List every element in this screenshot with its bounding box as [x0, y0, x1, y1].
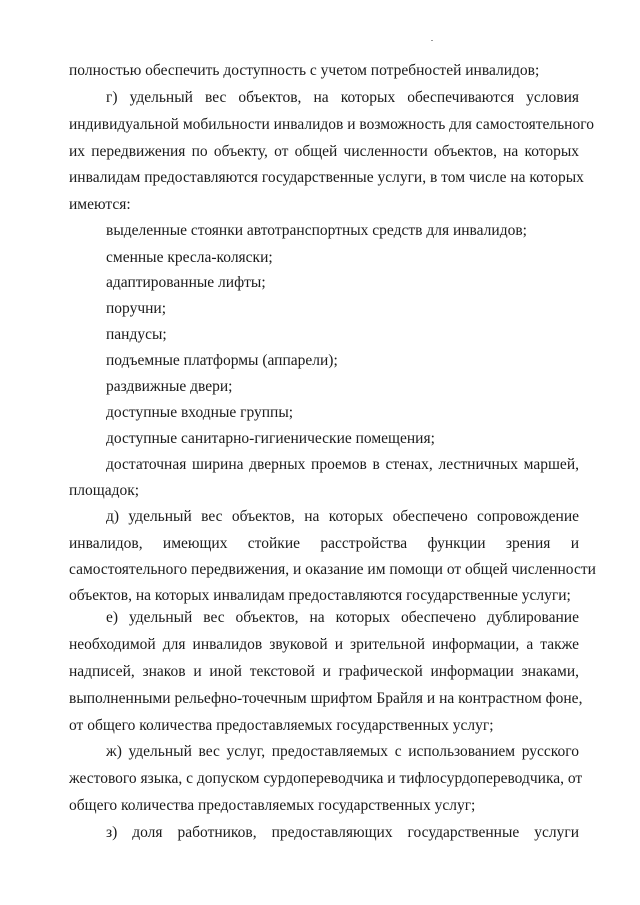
list-item: доступные входные группы;: [106, 404, 294, 421]
list-item: адаптированные лифты;: [106, 274, 266, 291]
text-line: полностью обеспечить доступность с учетом потребностей инвалидов;: [69, 62, 540, 79]
text-line: объектов, на которых инвалидам предоставляются государственные услуги;: [69, 587, 571, 604]
text-line: от общего количества предоставляемых государственных услуг;: [69, 717, 494, 734]
text-line: инвалидов, имеющих стойкие расстройства функции зрения и: [69, 535, 579, 552]
text-line: жестового языка, с допуском сурдопереводчика и тифлосурдопереводчика, от: [69, 770, 583, 787]
text-line: выполненными рельефно-точечным шрифтом Брайля и на контрастном фоне,: [69, 690, 583, 707]
text-line: з) доля работников, предоставляющих государственные услуги: [106, 824, 579, 841]
list-item: пандусы;: [106, 326, 167, 343]
text-line: е) удельный вес объектов, на которых обеспечено дублирование: [106, 609, 579, 626]
text-line: самостоятельного передвижения, и оказание им помощи от общей численности: [69, 561, 596, 578]
text-line: инвалидам предоставляются государственные услуги, в том числе на которых: [69, 169, 584, 186]
text-line: площадок;: [69, 482, 140, 499]
text-line: общего количества предоставляемых государственных услуг;: [69, 797, 476, 814]
list-item: поручни;: [106, 300, 167, 317]
text-line: г) удельный вес объектов, на которых обеспечиваются условия: [106, 89, 579, 106]
text-line: имеются:: [69, 196, 131, 213]
list-item: раздвижные двери;: [106, 378, 233, 395]
text-line: их передвижения по объекту, от общей численности объектов, на которых: [69, 143, 579, 160]
text-line: необходимой для инвалидов звуковой и зрительной информации, а также: [69, 636, 579, 653]
scan-speck: [431, 40, 433, 41]
text-line: ж) удельный вес услуг, предоставляемых с использованием русского: [106, 743, 579, 760]
text-line: индивидуальной мобильности инвалидов и возможность для самостоятельного: [69, 116, 594, 133]
list-item: доступные санитарно-гигиенические помещения;: [106, 430, 435, 447]
list-item: выделенные стоянки автотранспортных средств для инвалидов;: [106, 222, 527, 239]
list-item: подъемные платформы (аппарели);: [106, 352, 338, 369]
text-line: д) удельный вес объектов, на которых обеспечено сопровождение: [106, 508, 579, 525]
list-item: достаточная ширина дверных проемов в стенах, лестничных маршей,: [106, 456, 579, 473]
list-item: сменные кресла-коляски;: [106, 249, 273, 266]
text-line: надписей, знаков и иной текстовой и графической информации знаками,: [69, 663, 579, 680]
